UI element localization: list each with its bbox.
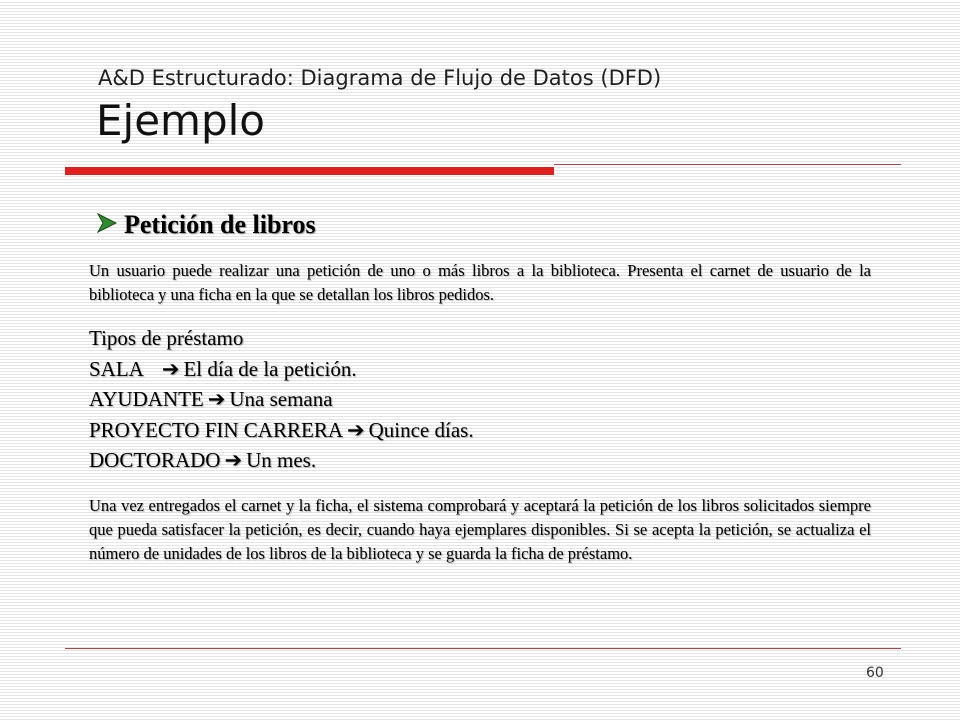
loan-type-item	[89, 384, 474, 415]
loan-type-desc: Un mes.	[246, 448, 317, 472]
title-accent-bar	[65, 167, 554, 175]
footer-divider-line	[65, 648, 901, 649]
loan-type-name: PROYECTO FIN CARRERA	[89, 417, 343, 442]
slide-subtitle: Ejemplo	[96, 96, 265, 145]
loan-type-name: DOCTORADO	[89, 448, 221, 472]
title-divider-line	[554, 164, 901, 165]
loan-type-name: AYUDANTE	[89, 387, 204, 411]
loan-type-desc: Una semana	[229, 387, 333, 411]
loan-type-item	[89, 354, 474, 385]
loan-types-title: Tipos de préstamo	[89, 326, 244, 350]
intro-paragraph: Un usuario puede realizar una petición de uno o más libros a la biblioteca. Presenta el carnet de usuario de la biblioteca y una ficha en la que se detallan los libros pedidos.	[89, 261, 871, 304]
loan-type-item	[89, 445, 474, 476]
right-arrow-icon: ➔	[347, 417, 365, 442]
section-heading-text: Petición de libros	[124, 210, 316, 239]
process-paragraph: Una vez entregados el carnet y la ficha, el sistema comprobará y aceptará la petición de los libros solicitados siempre que pueda satisfacer la petición, es decir, cuando haya ejemplares disponibles. Si se acepta la petición, se actualiza el número de unidades de los libros de la biblioteca y se guarda la ficha de préstamo.	[89, 496, 871, 563]
loan-type-name: SALA	[89, 356, 144, 381]
loan-types-list	[89, 323, 474, 476]
page-number: 60	[866, 665, 884, 681]
arrowhead-bullet-icon	[96, 210, 118, 240]
loan-type-desc: Quince días.	[368, 417, 474, 442]
section-heading	[96, 210, 316, 240]
right-arrow-icon: ➔	[207, 387, 226, 411]
loan-type-desc: El día de la petición.	[183, 356, 357, 381]
loan-type-item	[89, 415, 474, 446]
right-arrow-icon: ➔	[224, 448, 243, 472]
right-arrow-icon: ➔	[161, 356, 180, 381]
slide-title: A&D Estructurado: Diagrama de Flujo de Datos (DFD)	[98, 66, 662, 90]
